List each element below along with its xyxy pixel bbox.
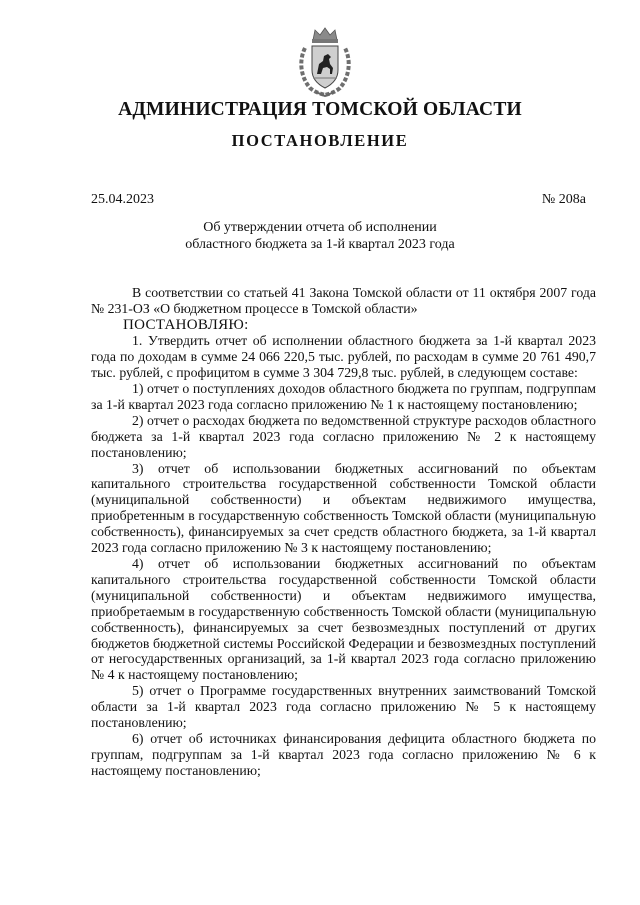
title-line-1: Об утверждении отчета об исполнении: [203, 220, 437, 235]
decree-word: ПОСТАНОВЛЯЮ:: [123, 316, 249, 333]
document-title: [0, 219, 640, 253]
document-number: № 208а: [541, 192, 586, 207]
preamble: В соответствии со статьей 41 Закона Томской области от 11 октября 2007 года № 231-ОЗ «О бюджетном процессе в Томской области»: [91, 285, 596, 316]
title-line-2: областного бюджета за 1-й квартал 2023 года: [185, 237, 455, 252]
agency-name: АДМИНИСТРАЦИЯ ТОМСКОЙ ОБЛАСТИ: [118, 99, 522, 120]
document-body: [91, 285, 596, 779]
list-item: 3) отчет об использовании бюджетных ассигнований по объектам капитального строительства государственной собственности Томской области (муниципальной собственности) и объектам недвижимого имущества, приобретенным в государственную собственность Томской области (муниципальную собственность), финансируемых за счет средств областного бюджета, за 1-й квартал 2023 года согласно приложению № 3 к настоящему постановлению;: [91, 460, 596, 556]
list-item: 6) отчет об источниках финансирования дефицита областного бюджета по группам, подгруппам за 1-й квартал 2023 года согласно приложению № 6 к настоящему постановлению;: [91, 730, 596, 778]
list-item: 4) отчет об использовании бюджетных ассигнований по объектам капитального строительства государственной собственности Томской области (муниципальной собственности) и объектам недвижимого имущества, приобретаемым в государственную собственность Томской области (муниципальную собственность), финансируемых за счет безвозмездных поступлений от других бюджетов бюджетной системы Российской Федерации и безвозмездных поступлений от негосударственных организаций, за 1-й квартал 2023 года согласно приложению № 4 к настоящему постановлению;: [91, 556, 596, 683]
list-item: 5) отчет о Программе государственных внутренних заимствований Томской области за 1-й квартал 2023 года согласно приложению № 5 к настоящему постановлению;: [91, 683, 596, 731]
document-date: 25.04.2023: [91, 192, 154, 207]
document-type: ПОСТАНОВЛЕНИЕ: [231, 131, 409, 150]
list-item: 2) отчет о расходах бюджета по ведомственной структуре расходов областного бюджета за 1-й квартал 2023 года согласно приложению № 2 к настоящему постановлению;: [91, 412, 596, 460]
clause-1: 1. Утвердить отчет об исполнении областного бюджета за 1-й квартал 2023 года по доходам в сумме 24 066 220,5 тыс. рублей, по расходам в сумме 20 761 490,7 тыс. рублей, с профицитом в сумме 3 304 729,8 тыс. рублей, в следующем составе:: [91, 333, 596, 381]
list-item: 1) отчет о поступлениях доходов областного бюджета по группам, подгруппам за 1-й квартал 2023 года согласно приложению № 1 к настоящему постановлению;: [91, 381, 596, 412]
coat-of-arms-icon: [296, 26, 354, 98]
